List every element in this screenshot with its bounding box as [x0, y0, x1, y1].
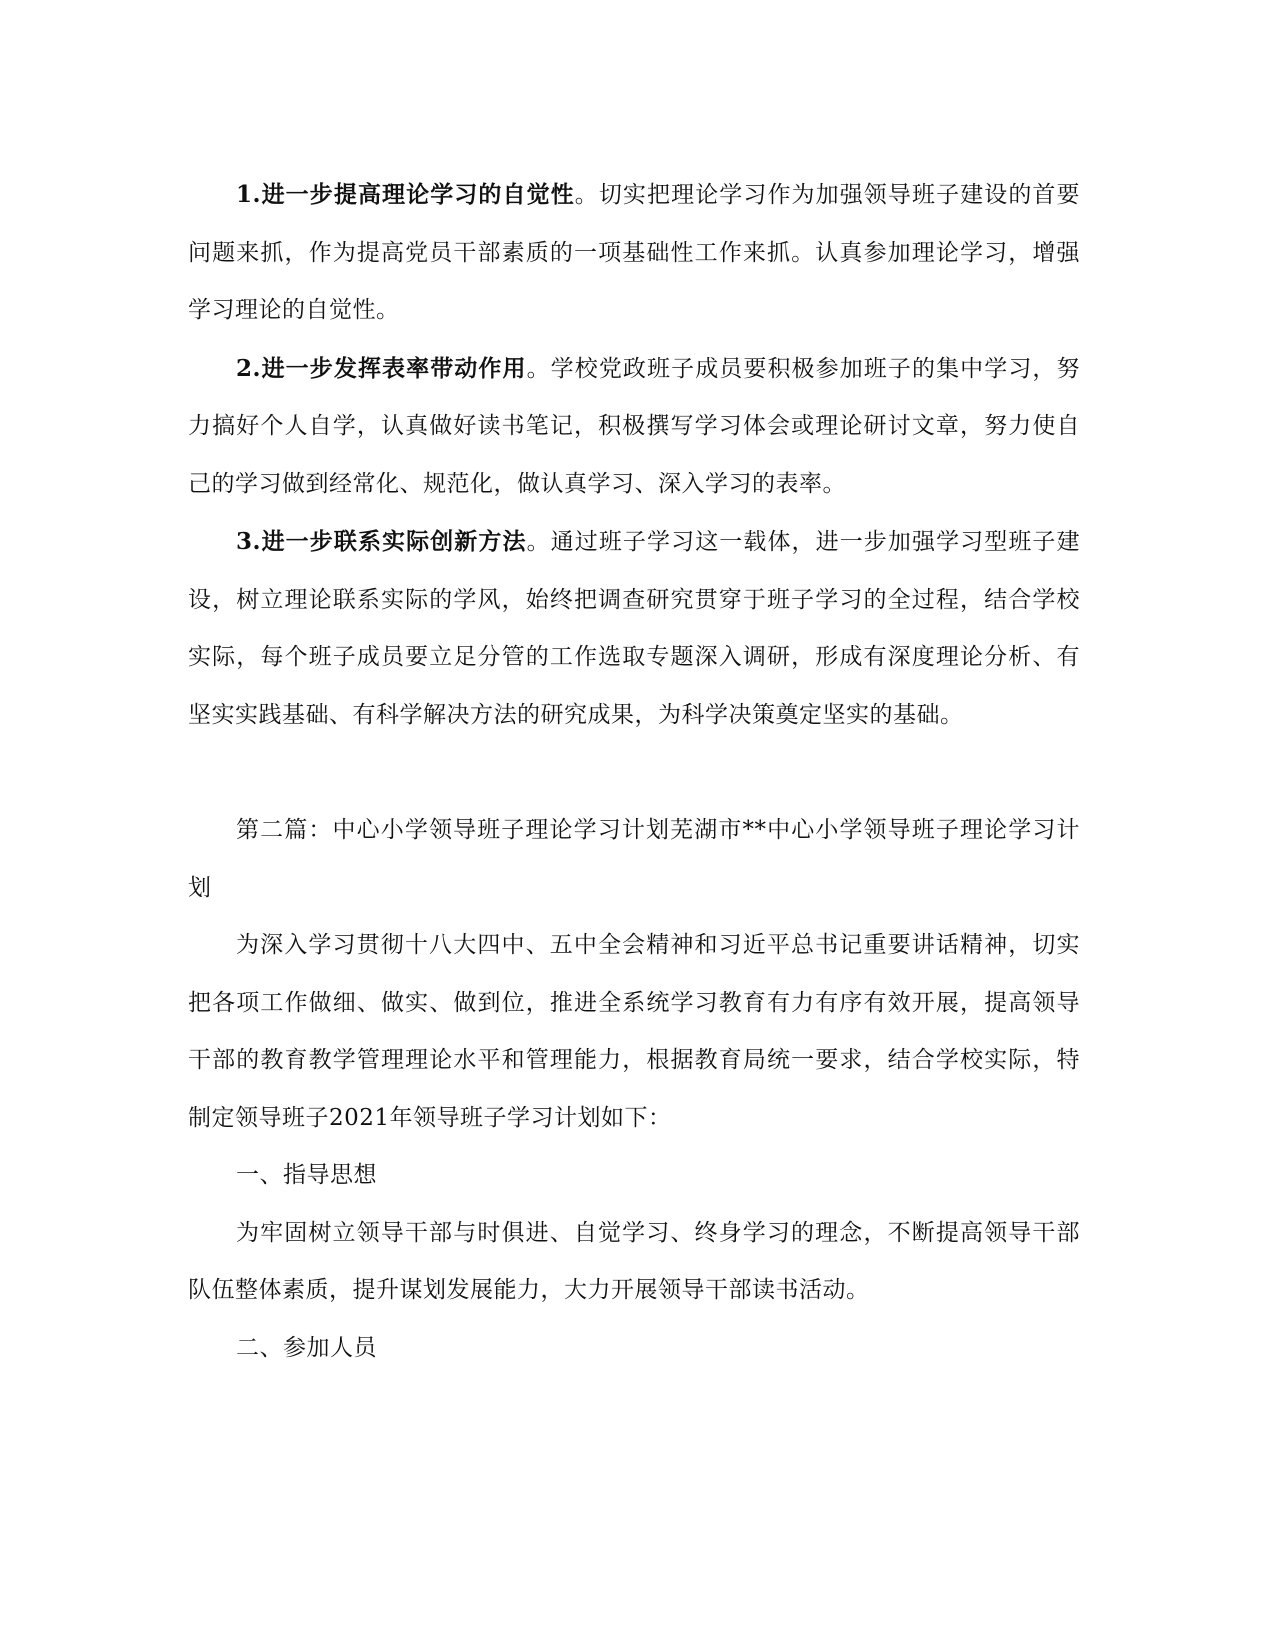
- heading-guiding-ideology: 一、指导思想: [236, 1162, 377, 1188]
- heading-participants: 二、参加人员: [236, 1334, 377, 1361]
- item-1-body: 。切实把理论学习作为加强领导班子建设的首要问题来抓，作为提高党员干部素质的一项基础性工作来抓。认真参加理论学习，增强学习理论的自觉性。: [188, 182, 1081, 323]
- item-2-lead: 2.进一步发挥表率带动作用: [236, 354, 527, 382]
- item-3-lead: 3.进一步联系实际创新方法: [236, 528, 527, 555]
- guiding-ideology-paragraph: 为牢固树立领导干部与时俱进、自觉学习、终身学习的理念，不断提高领导干部队伍整体素质，提升谋划发展能力，大力开展领导干部读书活动。: [188, 1219, 1080, 1303]
- item-1-lead: 1.进一步提高理论学习的自觉性: [236, 181, 575, 208]
- numbered-item-2: [188, 340, 1080, 514]
- numbered-item-1: [188, 166, 1080, 340]
- document-body: [188, 166, 1080, 1377]
- intro-paragraph: 为深入学习贯彻十八大四中、五中全会精神和习近平总书记重要讲话精神，切实把各项工作做细、做实、做到位，推进全系统学习教育有力有序有效开展，提高领导干部的教育教学管理理论水平和管理能力，根据教育局统一要求，结合学校实际，特制定领导班子2021年领导班子学习计划如下：: [188, 932, 1080, 1131]
- item-2-body: 。学校党政班子成员要积极参加班子的集中学习，努力搞好个人自学，认真做好读书笔记，积极撰写学习体会或理论研讨文章，努力使自己的学习做到经常化、规范化，做认真学习、深入学习的表率。: [188, 355, 1081, 497]
- section-spacer: [188, 744, 1080, 802]
- section-title: 第二篇：中心小学领导班子理论学习计划芜湖市**中心小学领导班子理论学习计划: [188, 817, 1080, 901]
- numbered-item-3: [188, 513, 1080, 744]
- item-3-body: 。通过班子学习这一载体，进一步加强学习型班子建设，树立理论联系实际的学风，始终把调查研究贯穿于班子学习的全过程，结合学校实际，每个班子成员要立足分管的工作选取专题深入调研，形成有深度理论分析、有坚实实践基础、有科学解决方法的研究成果，为科学决策奠定坚实的基础。: [188, 529, 1081, 728]
